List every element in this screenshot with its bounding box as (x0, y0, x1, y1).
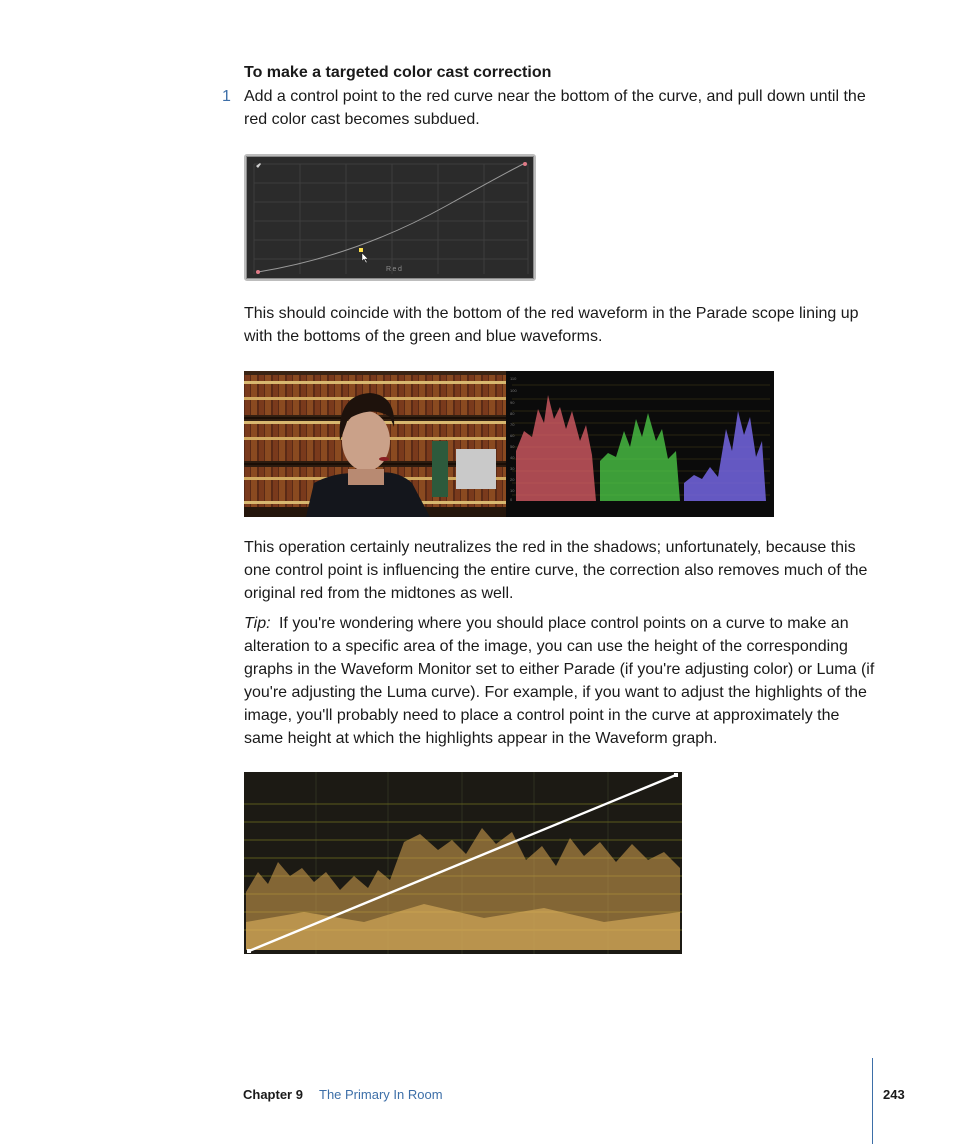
luma-curve-endpoint-high[interactable] (674, 773, 678, 777)
tip-paragraph (244, 612, 876, 750)
scale-label-110: 110 (510, 376, 517, 381)
page-number: 243 (883, 1087, 905, 1102)
scale-label-50: 50 (510, 444, 515, 449)
luma-curve-endpoint-low[interactable] (247, 949, 251, 953)
scale-label-100: 100 (510, 388, 517, 393)
scale-label-30: 30 (510, 466, 515, 471)
luma-waveform-figure (244, 772, 682, 954)
video-frame-still (244, 371, 506, 517)
control-point-handle[interactable] (359, 248, 363, 252)
parade-scope (506, 371, 774, 517)
curve-label: Red (386, 266, 404, 273)
result-paragraph: This operation certainly neutralizes the red in the shadows; unfortunately, because this one control point is influencing the entire curve, the correction also removes much of the original red from the midtones as well. (244, 539, 868, 602)
scale-label-10: 10 (510, 488, 515, 493)
scale-label-0: 0 (510, 497, 513, 502)
red-curve-figure (244, 154, 536, 281)
curve-endpoint-low[interactable] (256, 270, 260, 274)
scale-label-60: 60 (510, 433, 515, 438)
procedure-heading: To make a targeted color cast correction (244, 64, 552, 81)
footer-chapter-title: The Primary In Room (319, 1087, 443, 1102)
scale-label-70: 70 (510, 422, 515, 427)
scale-label-40: 40 (510, 455, 515, 460)
parade-paragraph: This should coincide with the bottom of the red waveform in the Parade scope lining up with the bottoms of the green and blue waveforms. (244, 305, 859, 345)
cursor-icon (362, 253, 368, 263)
step-number: 1 (222, 88, 231, 105)
scale-label-20: 20 (510, 477, 515, 482)
tip-text: If you're wondering where you should place control points on a curve to make an alteration to a specific area of the image, you can use the height of the corresponding graphs in the Waveform Monitor set to either Parade (if you're adjusting color) or Luma (if you're adjusting the Luma curve). For example, if you want to adjust the highlights of the image, you'll probably need to place a control point in the curve at approximately the same height at which the highlights appear in the Waveform graph. (244, 615, 875, 747)
curve-endpoint-high[interactable] (523, 162, 527, 166)
footer-divider (872, 1058, 873, 1144)
tip-label: Tip: (244, 615, 271, 632)
scale-label-80: 80 (510, 411, 515, 416)
step-text: Add a control point to the red curve near the bottom of the curve, and pull down until the red color cast becomes subdued. (244, 88, 866, 128)
video-and-parade-figure (244, 371, 774, 517)
scale-label-90: 90 (510, 400, 515, 405)
footer-chapter: Chapter 9 (243, 1087, 303, 1102)
